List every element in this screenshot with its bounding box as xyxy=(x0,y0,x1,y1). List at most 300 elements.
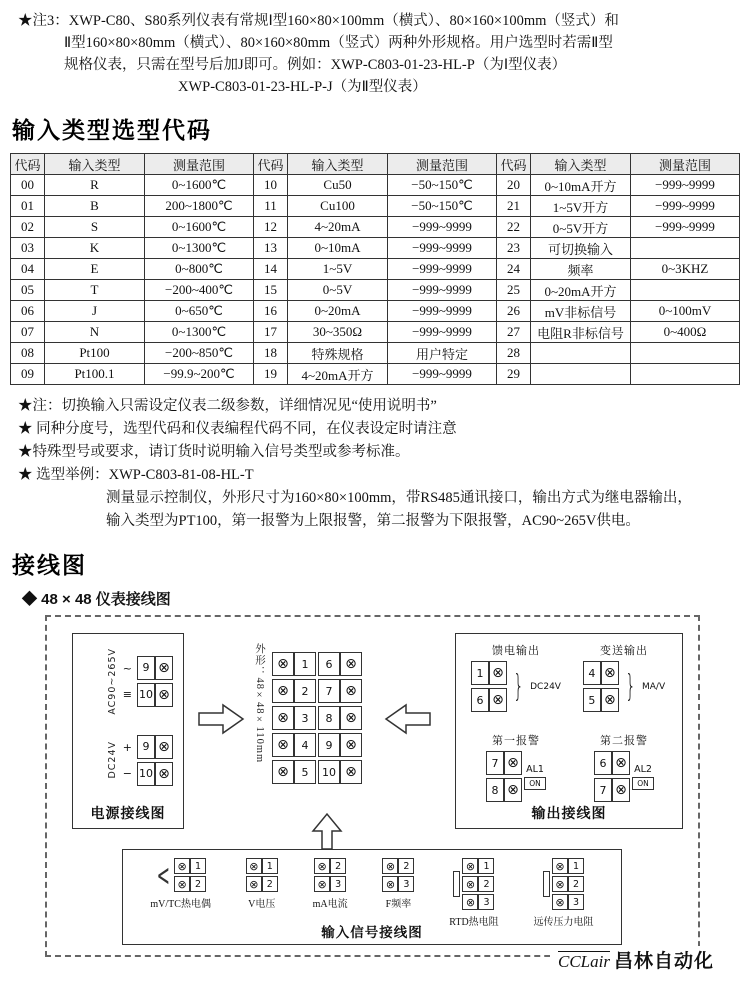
table-cell: 0~400Ω xyxy=(631,322,740,343)
transmit-output-label: 变送输出 xyxy=(600,645,648,657)
signal-terminal-stack xyxy=(552,858,584,910)
note3-line: Ⅱ型160×80×80mm（横式）、80×160×80mm（竖式）两种外形规格。用户选型时若需Ⅱ型 xyxy=(64,35,613,51)
dc-voltage-label: DC24V xyxy=(106,741,118,779)
terminal xyxy=(314,858,346,874)
column-header: 输入类型 xyxy=(531,154,631,175)
screw-terminal-icon: ⊗ xyxy=(272,679,294,703)
terminal xyxy=(471,688,507,712)
table-cell: Pt100.1 xyxy=(45,364,145,385)
column-header: 测量范围 xyxy=(388,154,497,175)
arrow-left-icon xyxy=(382,701,432,737)
note-line: ★特殊型号或要求，请订货时说明输入信号类型或参考标准。 xyxy=(18,444,410,460)
terminal-number: 7 xyxy=(318,679,340,703)
table-cell: −200~850℃ xyxy=(145,343,254,364)
terminal xyxy=(471,661,507,685)
table-cell: 频率 xyxy=(531,259,631,280)
meter-terminal-strip xyxy=(252,643,362,793)
screw-terminal-icon: ⊗ xyxy=(246,876,262,892)
input-box-caption: 输入信号接线图 xyxy=(321,925,423,940)
screw-terminal-icon: ⊗ xyxy=(155,762,173,786)
terminal xyxy=(583,688,619,712)
screw-terminal-icon: ⊗ xyxy=(174,858,190,874)
wiring-diagram xyxy=(45,615,700,957)
table-cell: 27 xyxy=(497,322,531,343)
column-header: 代码 xyxy=(497,154,531,175)
terminal xyxy=(552,894,584,910)
screw-terminal-icon: ⊗ xyxy=(340,679,362,703)
strip-right-terminals xyxy=(318,652,362,784)
table-cell xyxy=(631,364,740,385)
column-header: 测量范围 xyxy=(145,154,254,175)
screw-terminal-icon: ⊗ xyxy=(340,706,362,730)
brand-logo-latin: CCLair xyxy=(558,952,610,971)
transmit-terminal-stack xyxy=(583,661,619,712)
terminal-number: 7 xyxy=(486,751,504,775)
terminal-number: 2 xyxy=(568,876,584,892)
table-row xyxy=(11,343,740,364)
power-wiring-box xyxy=(72,633,184,829)
dc-power-group xyxy=(107,734,173,786)
signal-group-label: F频率 xyxy=(385,899,412,910)
signal-terminal-stack xyxy=(382,858,414,892)
terminal xyxy=(272,652,316,676)
table-cell: 0~5V开方 xyxy=(531,217,631,238)
table-cell: Cu50 xyxy=(288,175,388,196)
table-row xyxy=(11,217,740,238)
section-title-wiring: 接线图 xyxy=(12,552,87,578)
terminal xyxy=(137,656,173,680)
table-cell: 13 xyxy=(254,238,288,259)
terminal xyxy=(272,706,316,730)
input-signal-groups xyxy=(123,850,621,928)
table-cell: 0~800℃ xyxy=(145,259,254,280)
terminal xyxy=(272,679,316,703)
table-cell: 01 xyxy=(11,196,45,217)
table-cell: 00 xyxy=(11,175,45,196)
terminal xyxy=(272,733,316,757)
terminal xyxy=(318,679,362,703)
ac-terminal-stack xyxy=(137,656,173,707)
screw-terminal-icon: ⊗ xyxy=(552,876,568,892)
table-cell: 24 xyxy=(497,259,531,280)
column-header: 代码 xyxy=(11,154,45,175)
screw-terminal-icon: ⊗ xyxy=(504,778,522,802)
ground-icon: ≡ xyxy=(122,687,132,701)
brace-icon: } xyxy=(625,668,636,704)
terminal xyxy=(246,858,278,874)
screw-terminal-icon: ⊗ xyxy=(246,858,262,874)
signal-group-label: 远传压力电阻 xyxy=(533,917,594,928)
brand-logo xyxy=(550,946,722,973)
terminal xyxy=(486,751,522,775)
terminal-number: 5 xyxy=(294,760,316,784)
screw-terminal-icon: ⊗ xyxy=(552,858,568,874)
screw-terminal-icon: ⊗ xyxy=(382,858,398,874)
table-cell: 30~350Ω xyxy=(288,322,388,343)
table-cell xyxy=(631,280,740,301)
screw-terminal-icon: ⊗ xyxy=(340,733,362,757)
table-cell: −999~9999 xyxy=(388,259,497,280)
table-row xyxy=(11,364,740,385)
table-cell: −999~9999 xyxy=(388,280,497,301)
screw-terminal-icon: ⊗ xyxy=(314,858,330,874)
screw-terminal-icon: ⊗ xyxy=(314,876,330,892)
feed-output-group xyxy=(464,642,568,712)
terminal-number: 6 xyxy=(594,751,612,775)
table-cell: 0~5V xyxy=(288,280,388,301)
screw-terminal-icon: ⊗ xyxy=(340,760,362,784)
table-cell: 4~20mA xyxy=(288,217,388,238)
terminal-number: 1 xyxy=(568,858,584,874)
terminal xyxy=(314,876,346,892)
terminal xyxy=(318,652,362,676)
screw-terminal-icon: ⊗ xyxy=(155,656,173,680)
signal-terminal-stack xyxy=(174,858,206,892)
signal-group-label: RTD热电阻 xyxy=(449,917,499,928)
note3-line: 规格仪表，只需在型号后加J即可。例如：XWP-C803-01-23-HL-P（为Ⅰ型仪表） xyxy=(64,57,567,73)
terminal xyxy=(137,683,173,707)
terminal-number: 3 xyxy=(568,894,584,910)
thermocouple-icon: < xyxy=(156,857,171,893)
signal-terminal-stack xyxy=(246,858,278,892)
table-cell: 25 xyxy=(497,280,531,301)
terminal-number: 10 xyxy=(137,683,155,707)
terminal xyxy=(486,778,522,802)
terminal-number: 6 xyxy=(471,688,489,712)
table-row xyxy=(11,238,740,259)
terminal-number: 8 xyxy=(486,778,504,802)
table-cell: 28 xyxy=(497,343,531,364)
terminal-number: 1 xyxy=(471,661,489,685)
input-type-table xyxy=(10,153,740,385)
note-line: ★ 同种分度号，选型代码和仪表编程代码不同，在仪表设定时请注意 xyxy=(18,421,457,437)
minus-icon: − xyxy=(122,766,132,780)
terminal-number: 3 xyxy=(398,876,414,892)
table-cell: R xyxy=(45,175,145,196)
terminal xyxy=(462,876,494,892)
dc-terminal-stack xyxy=(137,735,173,786)
transmit-output-tag: MA/V xyxy=(641,681,666,692)
table-cell: −999~9999 xyxy=(631,175,740,196)
terminal xyxy=(594,751,630,775)
table-cell: B xyxy=(45,196,145,217)
terminal-number: 2 xyxy=(294,679,316,703)
signal-group-body xyxy=(246,858,278,892)
screw-terminal-icon: ⊗ xyxy=(601,661,619,685)
resistor-icon xyxy=(543,871,550,897)
table-cell xyxy=(531,343,631,364)
meter-dimension-label: 外形：48×48×110mm xyxy=(254,643,265,764)
table-cell: 05 xyxy=(11,280,45,301)
terminal-number: 3 xyxy=(330,876,346,892)
table-cell: mV非标信号 xyxy=(531,301,631,322)
signal-group xyxy=(382,858,414,910)
signal-group xyxy=(313,858,348,910)
terminal xyxy=(318,760,362,784)
screw-terminal-icon: ⊗ xyxy=(601,688,619,712)
arrow-right-icon xyxy=(197,701,247,737)
terminal-number: 2 xyxy=(478,876,494,892)
table-cell xyxy=(631,238,740,259)
terminal-number: 5 xyxy=(583,688,601,712)
table-cell: 26 xyxy=(497,301,531,322)
column-header: 输入类型 xyxy=(288,154,388,175)
signal-group-label: V电压 xyxy=(248,899,276,910)
table-cell: 0~1600℃ xyxy=(145,175,254,196)
signal-group-body xyxy=(314,858,346,892)
table-cell: 02 xyxy=(11,217,45,238)
terminal-number: 7 xyxy=(594,778,612,802)
input-type-table-head-row xyxy=(11,154,740,175)
table-cell: N xyxy=(45,322,145,343)
table-cell: 10 xyxy=(254,175,288,196)
table-cell: 18 xyxy=(254,343,288,364)
brace-icon: } xyxy=(513,668,524,704)
signal-group-body xyxy=(453,858,494,910)
signal-group xyxy=(534,858,594,928)
notes-block xyxy=(18,395,750,533)
table-cell: Pt100 xyxy=(45,343,145,364)
table-cell: T xyxy=(45,280,145,301)
table-cell xyxy=(631,343,740,364)
table-cell: E xyxy=(45,259,145,280)
signal-group xyxy=(246,858,278,910)
table-cell: 0~1600℃ xyxy=(145,217,254,238)
alarm2-tag: AL2 xyxy=(634,763,652,775)
ac-power-group xyxy=(107,648,173,715)
alarm1-label: 第一报警 xyxy=(492,735,540,747)
alarm2-switch-icon: ON xyxy=(632,777,654,790)
table-cell: 4~20mA开方 xyxy=(288,364,388,385)
input-signal-box xyxy=(122,849,622,945)
screw-terminal-icon: ⊗ xyxy=(552,894,568,910)
terminal-number: 6 xyxy=(318,652,340,676)
terminal xyxy=(318,706,362,730)
screw-terminal-icon: ⊗ xyxy=(504,751,522,775)
note3-line: XWP-C803-01-23-HL-P-J（为Ⅱ型仪表） xyxy=(178,79,427,95)
terminal-number: 3 xyxy=(294,706,316,730)
strip-left-terminals xyxy=(272,652,316,784)
table-cell: 21 xyxy=(497,196,531,217)
terminal-number: 2 xyxy=(398,858,414,874)
terminal xyxy=(462,894,494,910)
example-detail-line: 测量显示控制仪，外形尺寸为160×80×100mm，带RS485通讯接口，输出方式为继电器输出， xyxy=(106,490,692,506)
table-cell: −999~9999 xyxy=(388,301,497,322)
terminal-number: 1 xyxy=(478,858,494,874)
table-cell: 200~1800℃ xyxy=(145,196,254,217)
table-cell: −999~9999 xyxy=(388,364,497,385)
table-cell: 22 xyxy=(497,217,531,238)
terminal-number: 10 xyxy=(137,762,155,786)
table-row xyxy=(11,322,740,343)
terminal xyxy=(318,733,362,757)
terminal xyxy=(583,661,619,685)
ac-voltage-label: AC90~265V xyxy=(106,648,118,715)
table-cell: −999~9999 xyxy=(388,238,497,259)
alarm2-terminal-stack xyxy=(594,751,630,802)
table-row xyxy=(11,280,740,301)
terminal xyxy=(462,858,494,874)
screw-terminal-icon: ⊗ xyxy=(462,876,478,892)
table-cell xyxy=(531,364,631,385)
table-cell: −999~9999 xyxy=(631,217,740,238)
resistor-icon xyxy=(453,871,460,897)
alarm1-terminal-stack xyxy=(486,751,522,802)
terminal-number: 1 xyxy=(262,858,278,874)
plus-icon: + xyxy=(122,740,132,754)
feed-output-tag: DC24V xyxy=(530,681,561,692)
terminal xyxy=(382,858,414,874)
table-cell: 0~20mA开方 xyxy=(531,280,631,301)
note3-line: ★注3：XWP-C80、S80系列仪表有常规Ⅰ型160×80×100mm（横式）、80×160×100mm（竖式）和 xyxy=(18,13,619,29)
terminal-number: 4 xyxy=(583,661,601,685)
screw-terminal-icon: ⊗ xyxy=(340,652,362,676)
table-cell: 17 xyxy=(254,322,288,343)
input-type-table-body xyxy=(11,175,740,385)
table-cell: 0~20mA xyxy=(288,301,388,322)
section-title-input-codes: 输入类型选型代码 xyxy=(12,117,212,143)
screw-terminal-icon: ⊗ xyxy=(272,733,294,757)
table-cell: 14 xyxy=(254,259,288,280)
screw-terminal-icon: ⊗ xyxy=(272,760,294,784)
table-cell: 15 xyxy=(254,280,288,301)
terminal-number: 8 xyxy=(318,706,340,730)
table-cell: 09 xyxy=(11,364,45,385)
terminal xyxy=(552,858,584,874)
wiring-subtitle: ◆ 48 × 48 仪表接线图 xyxy=(22,591,171,608)
note-line: ★ 选型举例：XWP-C803-81-08-HL-T xyxy=(18,467,254,483)
table-cell: 1~5V开方 xyxy=(531,196,631,217)
table-cell: −999~9999 xyxy=(388,217,497,238)
terminal-number: 9 xyxy=(137,735,155,759)
table-cell: 1~5V xyxy=(288,259,388,280)
screw-terminal-icon: ⊗ xyxy=(489,688,507,712)
terminal xyxy=(174,876,206,892)
signal-group xyxy=(150,858,211,910)
output-wiring-box xyxy=(455,633,683,829)
alarm1-switch-icon: ON xyxy=(524,777,546,790)
table-cell: 23 xyxy=(497,238,531,259)
terminal xyxy=(594,778,630,802)
terminal xyxy=(174,858,206,874)
screw-terminal-icon: ⊗ xyxy=(612,778,630,802)
table-cell: 19 xyxy=(254,364,288,385)
output-box-caption: 输出接线图 xyxy=(531,805,607,821)
terminal-number: 3 xyxy=(478,894,494,910)
table-cell: S xyxy=(45,217,145,238)
table-cell: 29 xyxy=(497,364,531,385)
table-cell: 0~1300℃ xyxy=(145,322,254,343)
column-header: 测量范围 xyxy=(631,154,740,175)
terminal-number: 9 xyxy=(137,656,155,680)
alarm1-group xyxy=(464,732,568,802)
dc-symbols xyxy=(123,734,132,786)
table-cell: 04 xyxy=(11,259,45,280)
terminal-number: 9 xyxy=(318,733,340,757)
signal-terminal-stack xyxy=(314,858,346,892)
table-cell: 03 xyxy=(11,238,45,259)
screw-terminal-icon: ⊗ xyxy=(272,652,294,676)
table-cell: 电阻R非标信号 xyxy=(531,322,631,343)
feed-output-label: 馈电输出 xyxy=(492,645,540,657)
table-cell: 11 xyxy=(254,196,288,217)
table-cell: 0~1300℃ xyxy=(145,238,254,259)
power-box-caption: 电源接线图 xyxy=(90,805,166,821)
screw-terminal-icon: ⊗ xyxy=(612,751,630,775)
table-row xyxy=(11,175,740,196)
note3-block xyxy=(0,0,750,98)
screw-terminal-icon: ⊗ xyxy=(489,661,507,685)
terminal xyxy=(246,876,278,892)
terminal xyxy=(137,762,173,786)
table-cell: 08 xyxy=(11,343,45,364)
table-cell: K xyxy=(45,238,145,259)
screw-terminal-icon: ⊗ xyxy=(155,735,173,759)
terminal xyxy=(272,760,316,784)
table-cell: 20 xyxy=(497,175,531,196)
table-cell: −999~9999 xyxy=(631,196,740,217)
arrow-up-icon xyxy=(309,811,345,851)
table-row xyxy=(11,301,740,322)
terminal-number: 2 xyxy=(190,876,206,892)
screw-terminal-icon: ⊗ xyxy=(272,706,294,730)
table-cell: −50~150℃ xyxy=(388,196,497,217)
table-cell: −999~9999 xyxy=(388,322,497,343)
table-cell: 16 xyxy=(254,301,288,322)
alarm2-group xyxy=(572,732,676,802)
example-detail-line: 输入类型为PT100，第一报警为上限报警，第二报警为下限报警，AC90~265V供电。 xyxy=(106,513,640,529)
screw-terminal-icon: ⊗ xyxy=(174,876,190,892)
terminal-number: 1 xyxy=(190,858,206,874)
table-cell: 0~100mV xyxy=(631,301,740,322)
table-cell: J xyxy=(45,301,145,322)
screw-terminal-icon: ⊗ xyxy=(382,876,398,892)
table-cell: −50~150℃ xyxy=(388,175,497,196)
alarm1-tag: AL1 xyxy=(526,763,544,775)
column-header: 输入类型 xyxy=(45,154,145,175)
screw-terminal-icon: ⊗ xyxy=(462,894,478,910)
table-cell: 可切换输入 xyxy=(531,238,631,259)
table-row xyxy=(11,196,740,217)
terminal-number: 10 xyxy=(318,760,340,784)
screw-terminal-icon: ⊗ xyxy=(155,683,173,707)
table-cell: Cu100 xyxy=(288,196,388,217)
signal-group-body xyxy=(155,858,206,892)
note-line: ★注：切换输入只需设定仪表二级参数，详细情况见“使用说明书” xyxy=(18,398,437,414)
signal-terminal-stack xyxy=(462,858,494,910)
table-cell: 0~10mA xyxy=(288,238,388,259)
terminal-number: 2 xyxy=(330,858,346,874)
table-cell: 0~650℃ xyxy=(145,301,254,322)
column-header: 代码 xyxy=(254,154,288,175)
table-cell: −200~400℃ xyxy=(145,280,254,301)
signal-group xyxy=(449,858,498,928)
table-cell: 12 xyxy=(254,217,288,238)
terminal xyxy=(382,876,414,892)
brand-logo-cjk: 昌林自动化 xyxy=(613,951,714,972)
table-cell: −99.9~200℃ xyxy=(145,364,254,385)
ac-symbols xyxy=(123,655,132,707)
ac-wave-icon: ~ xyxy=(122,661,132,675)
feed-terminal-stack xyxy=(471,661,507,712)
table-row xyxy=(11,259,740,280)
transmit-output-group xyxy=(572,642,676,712)
terminal-number: 1 xyxy=(294,652,316,676)
signal-group-body xyxy=(543,858,584,910)
signal-group-label: mV/TC热电偶 xyxy=(150,899,211,910)
terminal-number: 2 xyxy=(262,876,278,892)
signal-group-body xyxy=(382,858,414,892)
